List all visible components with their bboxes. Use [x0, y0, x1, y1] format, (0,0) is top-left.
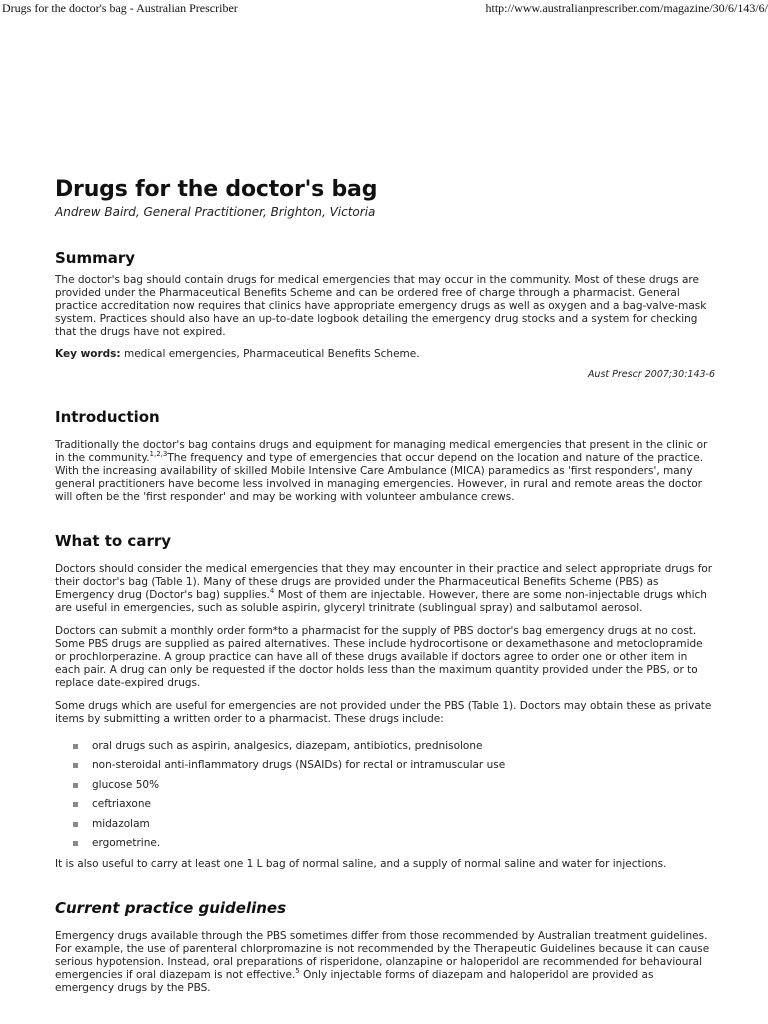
guidelines-heading: Current practice guidelines [55, 899, 287, 918]
square-bullet-icon [73, 744, 78, 749]
reference-link-4[interactable]: 4 [269, 586, 275, 595]
square-bullet-icon [73, 802, 78, 807]
list-item-text: glucose 50% [92, 778, 160, 791]
article [55, 175, 715, 995]
list-item [55, 779, 715, 798]
reference-link-5[interactable]: 5 [295, 966, 300, 975]
what-to-carry-paragraph-3: Some drugs which are useful for emergencies are not provided under the PBS (Table 1). Doctors may obtain these as private items by submitting a written order to a pharmacist. These drugs include: [55, 700, 712, 725]
introduction-text-a: Traditionally the doctor's bag contains drugs and equipment for managing medical emergencies that present in the clinic or in the community. [55, 439, 708, 464]
reference-link-1-3[interactable]: 1,2,3 [149, 449, 168, 458]
what-to-carry-text-a: Doctors should consider the medical emergencies that they may encounter in their practice and select appropriate drugs for their doctor's bag (Table 1). Many of these drugs are provided under the Pharmaceutical Benefits Scheme (PBS) as Emergency drug (Doctor's bag) supplies. [55, 563, 713, 601]
square-bullet-icon [73, 763, 78, 768]
square-bullet-icon [73, 822, 78, 827]
list-item-text: midazolam [92, 817, 150, 830]
list-item-text: oral drugs such as aspirin, analgesics, diazepam, antibiotics, prednisolone [92, 740, 483, 752]
square-bullet-icon [73, 783, 78, 788]
introduction-section [55, 407, 715, 504]
what-to-carry-paragraph-1 [55, 563, 715, 615]
what-to-carry-text-b: Most of them are injectable. However, there are some non-injectable drugs which are useful in emergencies, such as soluble aspirin, glyceryl trinitrate (sublingual spray) and salbutamol aerosol. [55, 589, 707, 614]
square-bullet-icon [73, 841, 78, 846]
guidelines-text-a: Emergency drugs available through the PBS sometimes differ from those recommended by Australian treatment guidelines. For example, the use of parenteral chlorpromazine is not recommended by the Therapeutic Guidelines because it can cause serious hypotension. Instead, oral preparations of risperidone, olanzapine or haloperidol are recommended for behavioural emergencies if oral diazepam is not effective. [55, 930, 710, 982]
list-item [55, 740, 715, 759]
keywords-text: medical emergencies, Pharmaceutical Benefits Scheme. [123, 348, 420, 360]
keywords-label: Key words: [55, 348, 121, 360]
list-item [55, 798, 715, 817]
article-byline: Andrew Baird, General Practitioner, Brighton, Victoria [55, 205, 376, 219]
list-item-text: non-steroidal anti-inflammatory drugs (NSAIDs) for rectal or intramuscular use [92, 759, 506, 772]
what-to-carry-section [55, 531, 715, 871]
what-to-carry-heading: What to carry [55, 532, 172, 550]
summary-heading: Summary [55, 249, 136, 267]
list-item [55, 818, 715, 837]
list-item [55, 759, 715, 778]
print-header [0, 0, 768, 16]
citation: Aust Prescr 2007;30:143-6 [587, 369, 715, 380]
article-title: Drugs for the doctor's bag [55, 177, 378, 202]
summary-paragraph: The doctor's bag should contain drugs for medical emergencies that may occur in the community. Most of these drugs are provided under the Pharmaceutical Benefits Scheme and can be ordered free of charge through a pharmacist. General practice accreditation now requires that clinics have appropriate emergency drugs as well as oxygen and a bag-valve-mask system. Practices should also have an up-to-date logbook detailing the emergency drug stocks and a system for checking that the drugs have not expired. [55, 274, 707, 338]
print-page-title: Drugs for the doctor's bag - Australian Prescriber [2, 1, 238, 15]
list-item-text: ceftriaxone [92, 798, 151, 811]
guidelines-paragraph [55, 930, 715, 995]
introduction-heading: Introduction [55, 408, 160, 426]
guidelines-section [55, 898, 715, 995]
summary-section [55, 248, 715, 381]
introduction-text-b: The frequency and type of emergencies that occur depend on the location and nature of the practice. With the increasing availability of skilled Mobile Intensive Care Ambulance (MICA) paramedics as 'first responders', many general practitioners have become less involved in managing emergencies. However, in rural and remote areas the doctor will often be the 'first responder' and may be working with volunteer ambulance crews. [55, 452, 704, 503]
list-item-text: ergometrine. [92, 836, 161, 849]
what-to-carry-paragraph-2: Doctors can submit a monthly order form*to a pharmacist for the supply of PBS doctor's bag emergency drugs at no cost. Some PBS drugs are supplied as paired alternatives. These include hydrocortisone or dexamethasone and metoclopramide or prochlorperazine. A group practice can have all of these drugs available if doctors agree to order one or other item in each pair. A drug can only be requested if the doctor holds less than the maximum quantity provided under the PBS, or to replace date-expired drugs. [55, 625, 703, 689]
what-to-carry-paragraph-4: It is also useful to carry at least one 1 L bag of normal saline, and a supply of normal saline and water for injections. [55, 858, 667, 871]
print-url: http://www.australianprescriber.com/magazine/30/6/143/6/ [485, 1, 768, 15]
introduction-paragraph [55, 439, 715, 504]
guidelines-text-b: Only injectable forms of diazepam and haloperidol are provided as emergency drugs by the PBS. [55, 969, 654, 995]
keywords-line [55, 348, 715, 361]
private-drugs-list [55, 740, 715, 856]
list-item [55, 837, 715, 856]
